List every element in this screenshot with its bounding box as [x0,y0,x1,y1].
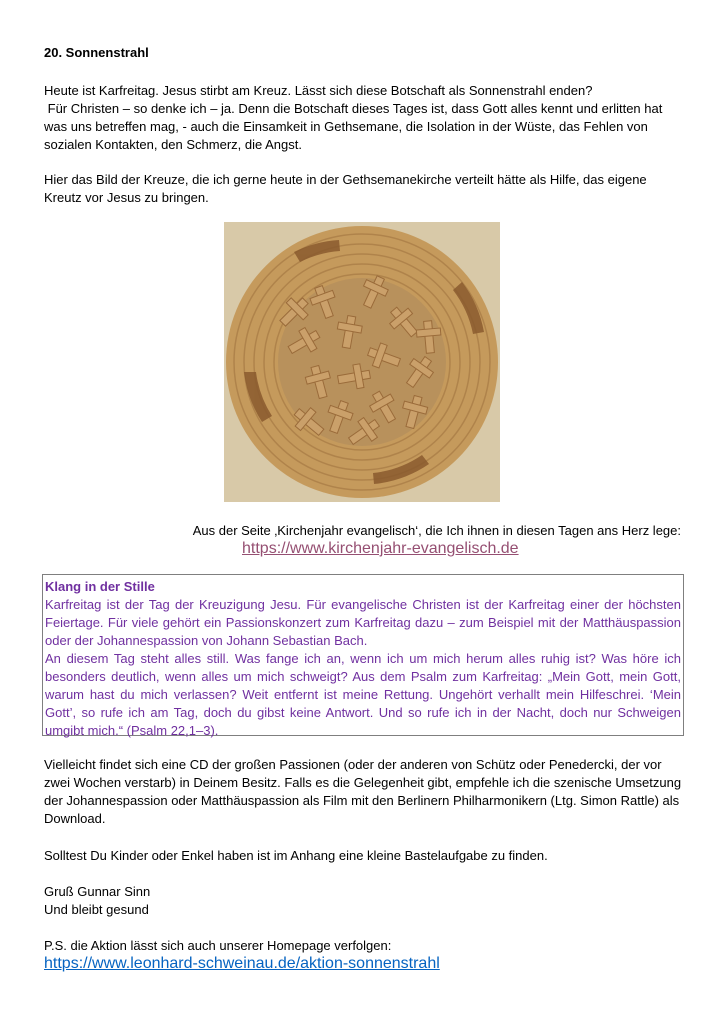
image-intro-paragraph: Hier das Bild der Kreuze, die ich gerne heute in der Gethsemanekirche verteilt hätte als Hilfe, das eigene Kreutz vor Jesus zu bringen. [44,172,647,205]
crosses-basket-photo [224,222,500,502]
document-title: 20. Sonnenstrahl [44,45,149,60]
passion-cd-paragraph: Vielleicht findet sich eine CD der großen Passionen (oder der anderen von Schütz oder Penedercki, der vor zwei Wochen verstarb) in Deinem Besitz. Falls es die Gelegenheit gibt, empfehle ich die szenische Umsetzung der Johannespassion oder Matthäuspassion als Film mit den Berlinern Philharmonikern (Ltg. Simon Rattle) als Download. [44,757,682,826]
homepage-link[interactable]: https://www.leonhard-schweinau.de/aktion-sonnenstrahl [44,955,440,972]
quote-box-title: Klang in der Stille [45,579,155,594]
greeting-signature: Gruß Gunnar Sinn [44,884,151,899]
kids-craft-paragraph: Solltest Du Kinder oder Enkel haben ist im Anhang eine kleine Bastelaufgabe zu finden. [44,848,548,863]
quote-box-paragraph-2: An diesem Tag steht alles still. Was fange ich an, wenn ich um mich herum alles ruhig ist? Was höre ich besonders deutlich, wenn alles um mich schweigt? Aus dem Psalm zum Karfreitag: „Mein Gott, mein Gott, warum hast du mich verlassen? Weit entfernt ist meine Rettung. Ungehört verhallt mein Hilfeschrei. ‘Mein Gott’, so rufe ich am Tag, doch du gibst keine Antwort. Und so rufe ich in der Nacht, doch nur Schweigen umgibt mich.“ (Psalm 22,1–3). [45,651,681,738]
postscript-text: P.S. die Aktion lässt sich auch unserer Homepage verfolgen: [44,938,392,953]
quote-box-paragraph-1: Karfreitag ist der Tag der Kreuzigung Jesu. Für evangelische Christen ist der Karfreitag einer der höchsten Feiertage. Für viele gehört ein Passionskonzert zum Karfreitag dazu – zum Beispiel mit der Matthäuspassion oder der Johannespassion von Johann Sebastian Bach. [45,597,681,648]
quote-box [42,574,684,736]
image-caption: Aus der Seite ‚Kirchenjahr evangelisch‘, die Ich ihnen in diesen Tagen ans Herz lege: [192,523,681,538]
intro-paragraph: Heute ist Karfreitag. Jesus stirbt am Kreuz. Lässt sich diese Botschaft als Sonnenstrahl enden? Für Christen – so denke ich – ja. Denn die Botschaft dieses Tages ist, dass Gott alles kennt und erlitten hat was uns betreffen mag, - auch die Einsamkeit in Gethsemane, die Isolation in der Wüste, das Fehlen von sozialen Kontakten, den Schmerz, die Angst. [44,83,663,152]
greeting-farewell: Und bleibt gesund [44,902,149,917]
kirchenjahr-link[interactable]: https://www.kirchenjahr-evangelisch.de [242,540,519,557]
